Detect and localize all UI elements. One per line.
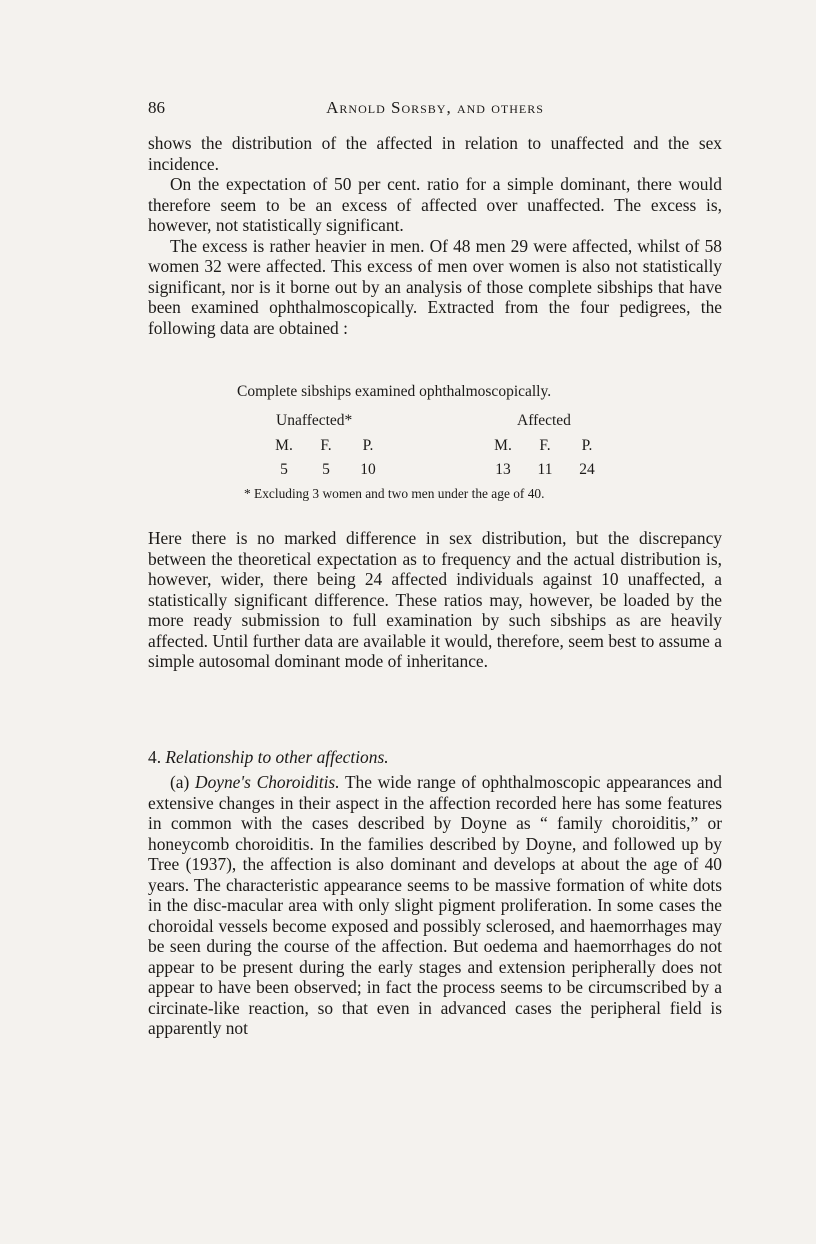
paragraph: shows the distribution of the affected in relation to unaffected and the sex incidence. <box>148 133 722 174</box>
paragraph <box>148 772 722 1039</box>
page-header <box>148 98 722 124</box>
group-header-affected: Affected <box>517 412 571 429</box>
section-title: Relationship to other affections. <box>165 747 389 767</box>
section-number: 4. <box>148 747 162 767</box>
table-footnote: * Excluding 3 women and two men under the age of 40. <box>244 486 545 501</box>
table-cell: 13 <box>495 461 511 478</box>
body-text-bottom <box>148 772 722 1039</box>
group-header-unaffected: Unaffected* <box>276 412 353 429</box>
page-number: 86 <box>148 98 165 117</box>
column-header: M. <box>275 437 293 454</box>
table-cell: 24 <box>579 461 595 478</box>
column-header: F. <box>320 437 332 454</box>
paragraph: The excess is rather heavier in men. Of 48 men 29 were affected, whilst of 58 women 32 were affected. This excess of men over women is also not statistically significant, nor is it borne out by an analysis of those complete sibships that have been examined ophthalmoscopically. Extracted from the four pedigrees, the following data are obtained : <box>148 235 722 338</box>
paragraph: On the expectation of 50 per cent. ratio for a simple dominant, there would therefore seem to be an excess of affected over unaffected. The excess is, however, not statistically significant. <box>148 174 722 235</box>
column-header: P. <box>362 437 374 454</box>
table-cell: 10 <box>360 461 376 478</box>
column-header: F. <box>539 437 551 454</box>
running-head: Arnold Sorsby, and others <box>326 98 544 117</box>
table-cell: 5 <box>322 461 330 478</box>
subsection-title: Doyne's Choroiditis. <box>195 772 340 792</box>
column-header: P. <box>581 437 593 454</box>
subsection-text: The wide range of ophthalmoscopic appearances and extensive changes in their aspect in the affection recorded here has some features in common with the cases described by Doyne as “ family choroiditis,” or honeycomb choroiditis. In the families described by Doyne, and followed up by Tree (1937), the affection is also dominant and develops at about the age of 40 years. The characteristic appearance seems to be massive formation of white dots in the disc-macular area with only slight pigment proliferation. In some cases the choroidal vessels become exposed and possibly sclerosed, and haemorrhages may be seen during the course of the affection. But oedema and haemorrhages do not appear to be present during the early stages and extension peripherally does not appear to have been observed; in fact the process seems to be circumscribed by a circinate-like reaction, so that even in advanced cases the peripheral field is apparently not <box>148 772 722 1038</box>
table-caption: Complete sibships examined ophthalmoscopically. <box>237 383 552 400</box>
subsection-label: (a) <box>170 772 190 792</box>
column-header: M. <box>494 437 512 454</box>
section-heading <box>148 747 389 768</box>
paragraph: Here there is no marked difference in sex distribution, but the discrepancy between the theoretical expectation as to frequency and the actual distribution is, however, wider, there being 24 affected individuals against 10 unaffected, a statistically significant difference. These ratios may, however, be loaded by the more ready submission to full examination by such sibships as are heavily affected. Until further data are available it would, therefore, seem best to assume a simple autosomal dominant mode of inheritance. <box>148 528 722 671</box>
body-text-top <box>148 133 722 338</box>
body-text-middle <box>148 528 722 672</box>
table-cell: 5 <box>280 461 288 478</box>
table-cell: 11 <box>537 461 553 478</box>
